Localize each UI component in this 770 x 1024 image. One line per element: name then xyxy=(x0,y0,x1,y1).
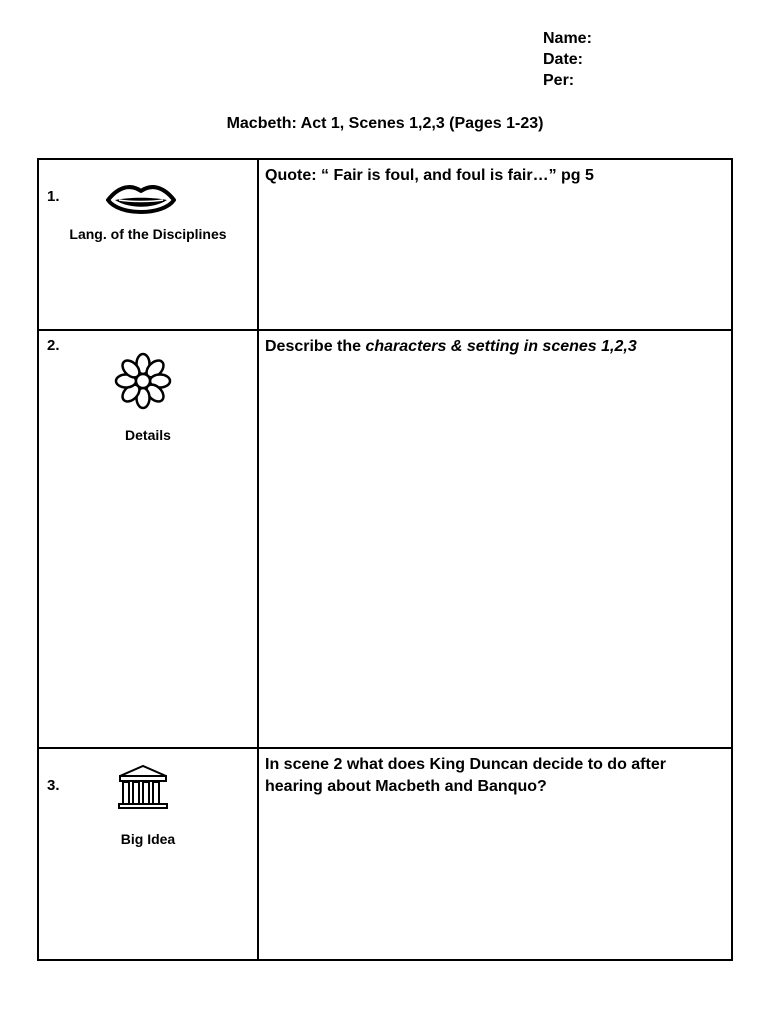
row-2-prompt-text: Describe the xyxy=(265,338,366,355)
date-label: Date: xyxy=(543,51,584,68)
row-1-prompt: Quote: “ Fair is foul, and foul is fair…” pg 5 xyxy=(265,167,594,184)
student-info-header xyxy=(543,28,592,91)
row-3-number: 3. xyxy=(47,777,60,794)
row-1-number: 1. xyxy=(47,188,60,205)
period-label: Per: xyxy=(543,72,575,89)
row-2-label-cell xyxy=(39,331,259,747)
row-2-answer-cell[interactable] xyxy=(259,331,731,747)
worksheet-row-2 xyxy=(39,331,731,749)
worksheet-row-1 xyxy=(39,160,731,331)
row-1-answer-cell[interactable] xyxy=(259,160,731,329)
worksheet-table xyxy=(37,158,733,961)
row-2-prompt-emphasis: characters & setting in scenes 1,2,3 xyxy=(365,338,637,355)
temple-icon xyxy=(117,763,169,811)
name-label: Name: xyxy=(543,30,592,47)
row-3-caption: Big Idea xyxy=(120,831,176,847)
row-1-caption: Lang. of the Disciplines xyxy=(69,226,227,242)
worksheet-title: Macbeth: Act 1, Scenes 1,2,3 (Pages 1-23) xyxy=(226,115,544,132)
row-2-number: 2. xyxy=(47,337,60,354)
row-2-caption: Details xyxy=(125,427,171,443)
row-3-prompt: In scene 2 what does King Duncan decide to do after hearing about Macbeth and Banquo? xyxy=(265,756,666,795)
lips-icon xyxy=(105,180,177,220)
worksheet-row-3 xyxy=(39,749,731,959)
flower-icon xyxy=(113,351,173,411)
row-3-label-cell xyxy=(39,749,259,959)
row-3-answer-cell[interactable] xyxy=(259,749,731,959)
row-2-prompt xyxy=(265,336,721,358)
row-1-label-cell xyxy=(39,160,259,329)
